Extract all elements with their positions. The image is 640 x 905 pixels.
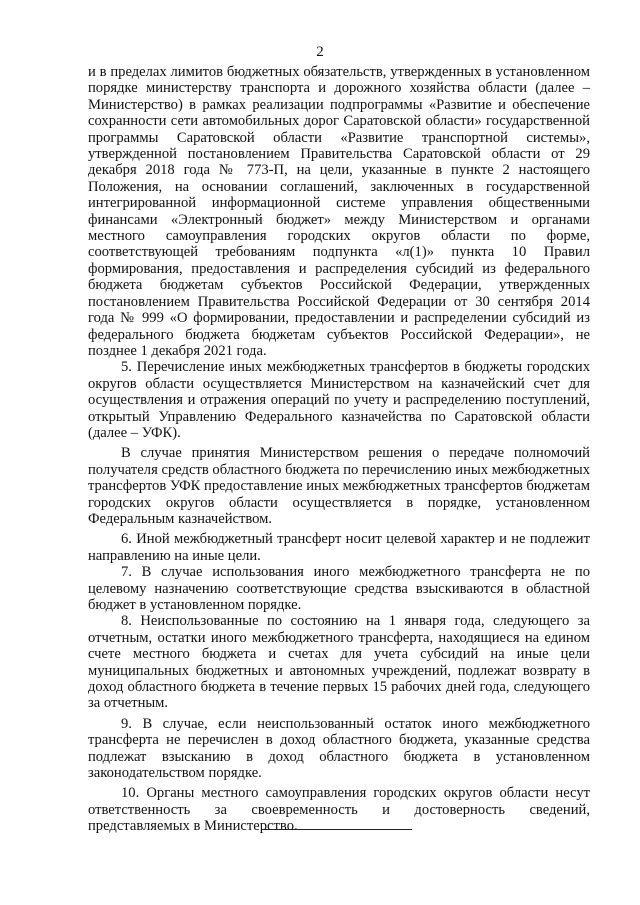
paragraph-item-9: 9. В случае, если неиспользованный остаток иного межбюджетного трансферта не перечислен в доход областного бюджета, указанные средства подлежат взысканию в доход областного бюджета в установленном законодательством порядке. bbox=[88, 715, 590, 782]
document-body bbox=[88, 64, 590, 835]
paragraph-item-8: 8. Неиспользованные по состоянию на 1 января года, следующего за отчетным, остатки иного межбюджетного трансферта, находящиеся на едином счете местного бюджета и счетах для учета субсидий на иные цели муниципальных бюджетных и автономных учреждений, подлежат возврату в доход областного бюджета в течение первых 15 рабочих дней года, следующего за отчетным. bbox=[88, 613, 590, 712]
paragraph-item-10: 10. Органы местного самоуправления городских округов области несут ответственность за своевременность и достоверность сведений, представляемых в Министерство. bbox=[88, 785, 590, 835]
paragraph-item-5-continued: В случае принятия Министерством решения о передаче полномочий получателя средств областного бюджета по перечислению иных межбюджетных трансфертов УФК предоставление иных межбюджетных трансфертов бюджетам городских округов области осуществляется в порядке, установленном Федеральным казначейством. bbox=[88, 445, 591, 527]
end-of-document-rule bbox=[262, 829, 412, 830]
paragraph-continuation: и в пределах лимитов бюджетных обязательств, утвержденных в установленном порядке министерству транспорта и дорожного хозяйства области (далее – Министерство) в рамках реализации подпрограммы «Развитие и обеспечение сохранности сети автомобильных дорог Саратовской области» государственной программы Саратовской области «Развитие транспортной системы», утвержденной постановлением Правительства Саратовской области от 29 декабря 2018 года № 773-П, на цели, указанные в пункте 2 настоящего Положения, на основании соглашений, заключенных в государственной интегрированной информационной системе управления общественными финансами «Электронный бюджет» между Министерством и органами местного самоуправления городских округов области по форме, соответствующей требованиям подпункта «л(1)» пункта 10 Правил формирования, предоставления и распределения субсидий из федерального бюджета бюджетам субъектов Российской Федерации, утвержденных постановлением Правительства Российской Федерации от 30 сентября 2014 года № 999 «О формировании, предоставлении и распределении субсидий из федерального бюджета бюджетам субъектов Российской Федерации», не позднее 1 декабря 2021 года. bbox=[88, 64, 590, 359]
paragraph-item-6: 6. Иной межбюджетный трансферт носит целевой характер и не подлежит направлению на иные цели. bbox=[88, 531, 590, 564]
paragraph-item-5: 5. Перечисление иных межбюджетных трансфертов в бюджеты городских округов области осуществляется Министерством на казначейский счет для осуществления и отражения операций по учету и распределению поступлений, открытый Управлению Федерального казначейства по Саратовской области (далее – УФК). bbox=[88, 359, 590, 441]
page-number: 2 bbox=[316, 44, 324, 60]
paragraph-item-7: 7. В случае использования иного межбюджетного трансферта не по целевому назначению соответствующие средства взыскиваются в областной бюджет в установленном порядке. bbox=[88, 564, 590, 613]
